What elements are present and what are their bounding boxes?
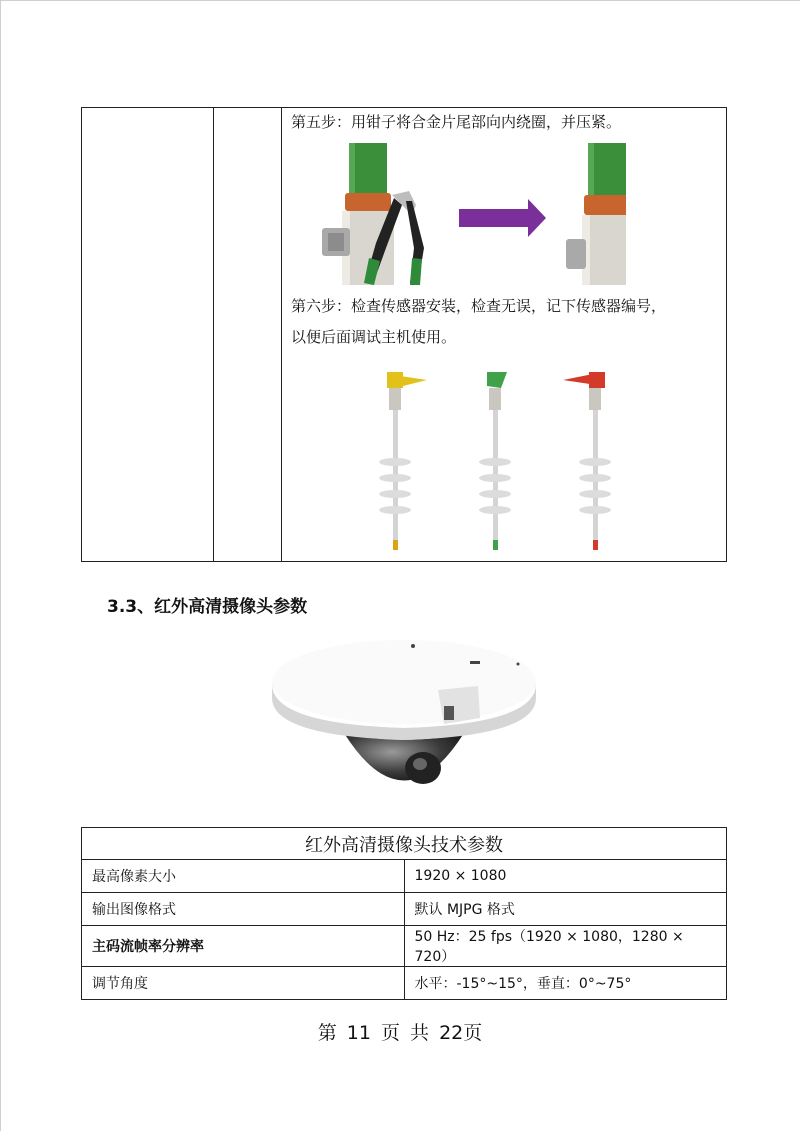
page-edge-left	[0, 0, 1, 1131]
spec-value: 50 Hz：25 fps（1920 × 1080，1280 × 720）	[404, 926, 727, 967]
yellow-sensor-insulator-image	[379, 372, 427, 550]
green-sensor-insulator-image	[479, 372, 511, 550]
spec-value: 1920 × 1080	[404, 860, 727, 893]
spec-key: 主码流帧率分辨率	[82, 926, 405, 967]
spec-key: 最高像素大小	[82, 860, 405, 893]
camera-spec-table	[81, 827, 727, 1000]
spec-key: 输出图像格式	[82, 893, 405, 926]
table-header-row	[82, 828, 727, 860]
infrared-dome-camera-image	[268, 628, 540, 820]
table-column-1	[82, 108, 214, 561]
table-row	[82, 860, 727, 893]
post-with-pliers-image	[322, 143, 424, 285]
step6-text-line1: 第六步：检查传感器安装，检查无误，记下传感器编号，	[291, 297, 667, 315]
step6-text-line2: 以便后面调试主机使用。	[291, 328, 457, 346]
table-column-2	[213, 108, 282, 561]
section-heading: 3.3、红外高清摄像头参数	[107, 597, 308, 617]
spec-table-title: 红外高清摄像头技术参数	[82, 828, 727, 860]
table-row	[82, 967, 727, 1000]
table-row	[82, 893, 727, 926]
red-sensor-insulator-image	[563, 372, 611, 550]
process-arrow-icon	[459, 199, 546, 237]
table-row	[82, 926, 727, 967]
post-after-clamping-image	[566, 143, 626, 285]
step6-illustration	[367, 366, 637, 552]
spec-key: 调节角度	[82, 967, 405, 1000]
page-number-footer: 第 11 页 共 22页	[317, 1022, 483, 1044]
installation-steps-table	[81, 107, 727, 562]
step5-illustration	[314, 143, 626, 285]
spec-value: 水平：-15°~15°，垂直：0°~75°	[404, 967, 727, 1000]
step5-text: 第五步：用钳子将合金片尾部向内绕圈，并压紧。	[291, 113, 622, 131]
spec-value: 默认 MJPG 格式	[404, 893, 727, 926]
page-edge-top	[0, 0, 800, 1]
